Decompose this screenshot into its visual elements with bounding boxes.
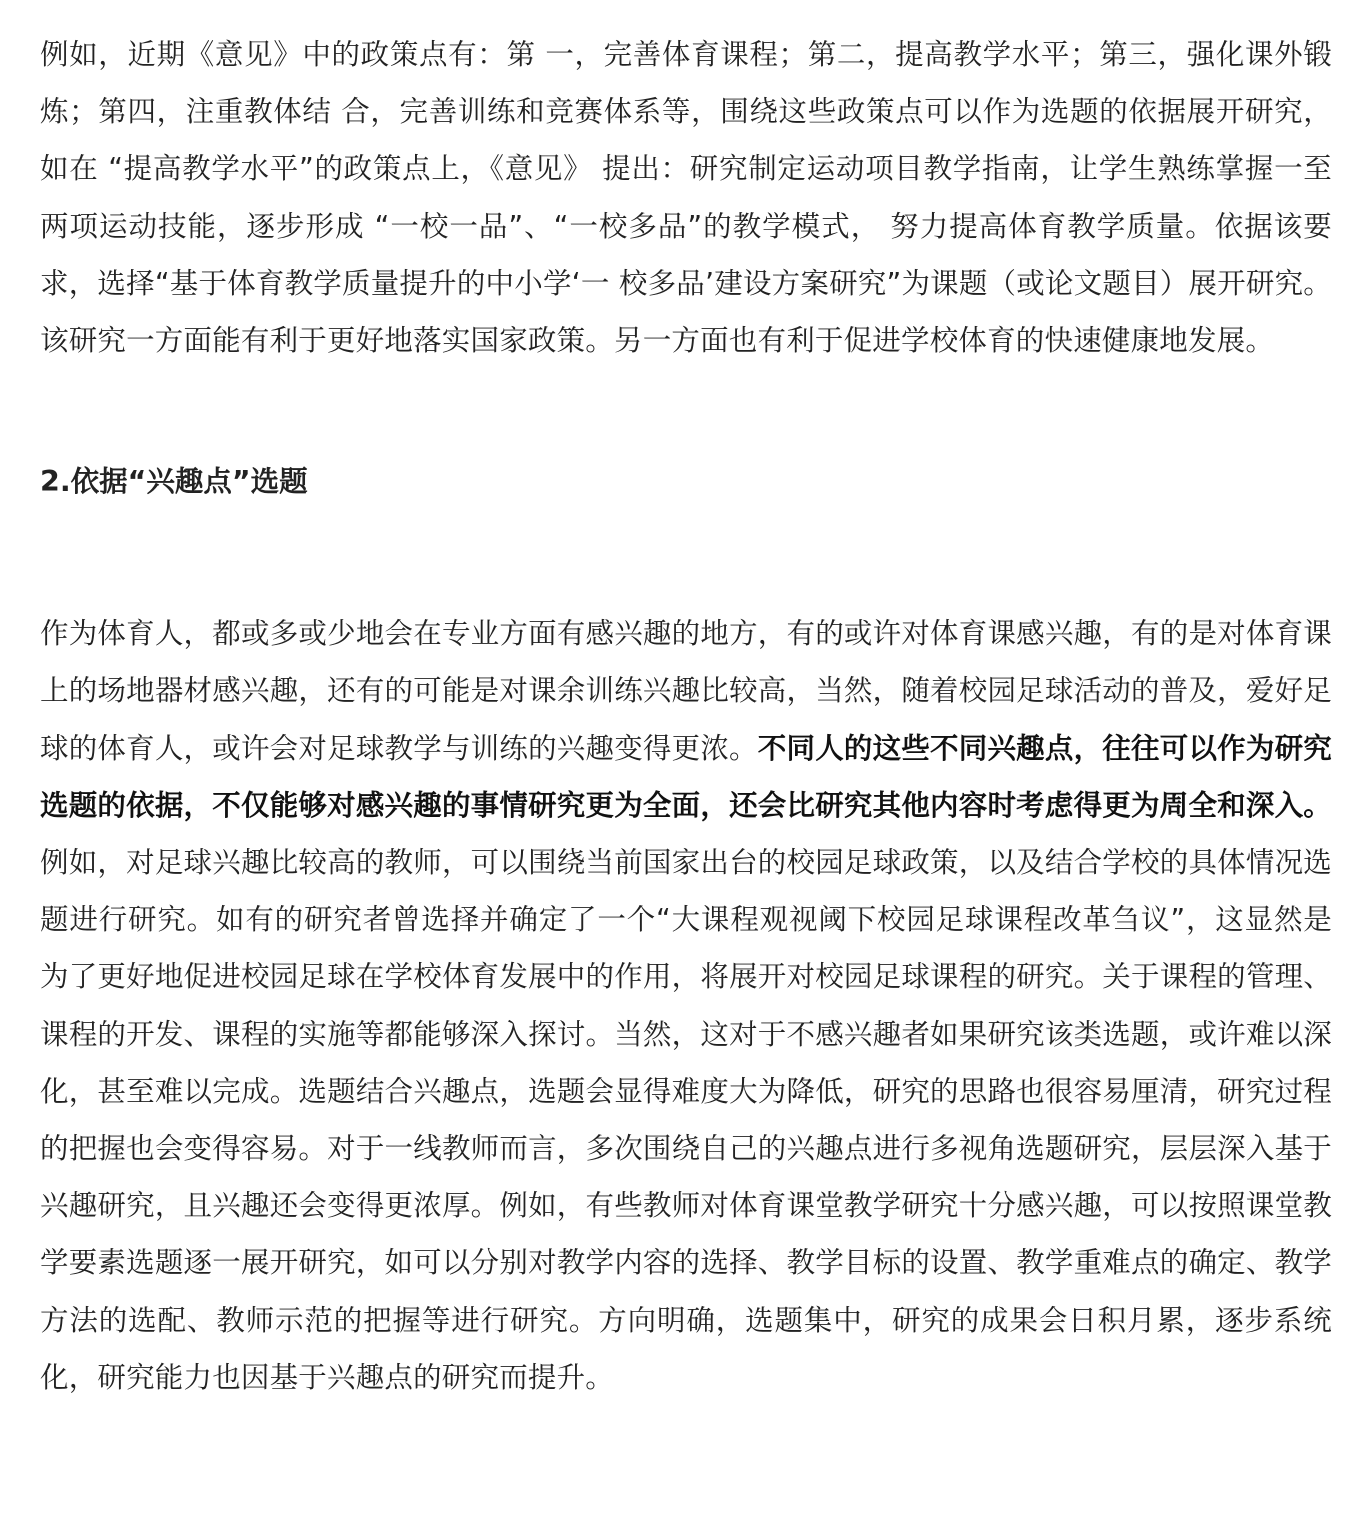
paragraph-interest-points [40, 605, 1332, 1406]
paragraph-text-intro: 作为体育人，都或多或少地会在专业方面有感兴趣的地方，有的或许对体育课感兴趣，有的是对体育课上的场地器材感兴趣，还有的可能是对课余训练兴趣比较高，当然，随着校园足球活动的普及，爱好足球的体育人，或许会对足球教学与训练的兴趣变得更浓。 [40, 617, 1332, 765]
section-heading-interest-points: 2.依据“兴趣点”选题 [40, 465, 308, 499]
paragraph-policy-points: 例如，近期《意见》中的政策点有：第 一，完善体育课程；第二，提高教学水平；第三，强化课外锻炼；第四，注重教体结 合，完善训练和竞赛体系等，围绕这些政策点可以作为选题的依据展开研究，如在 “提高教学水平”的政策点上，《意见》 提出：研究制定运动项目教学指南，让学生熟练掌握一至两项运动技能，逐步形成 “一校一品”、“一校多品”的教学模式， 努力提高体育教学质量。依据该要求，选择“基于体育教学质量提升的中小学‘一 校多品’建设方案研究”为课题（或论文题目）展开研究。该研究一方面能有利于更好地落实国家政策。另一方面也有利于促进学校体育的快速健康地发展。 [40, 38, 1332, 358]
paragraph-text-examples: 例如，对足球兴趣比较高的教师，可以围绕当前国家出台的校园足球政策，以及结合学校的具体情况选题进行研究。如有的研究者曾选择并确定了一个“大课程观视阈下校园足球课程改革刍议”，这显然是为了更好地促进校园足球在学校体育发展中的作用，将展开对校园足球课程的研究。关于课程的管理、课程的开发、课程的实施等都能够深入探讨。当然，这对于不感兴趣者如果研究该类选题，或许难以深化，甚至难以完成。选题结合兴趣点，选题会显得难度大为降低，研究的思路也很容易厘清，研究过程的把握也会变得容易。对于一线教师而言，多次围绕自己的兴趣点进行多视角选题研究，层层深入基于兴趣研究，且兴趣还会变得更浓厚。例如，有些教师对体育课堂教学研究十分感兴趣，可以按照课堂教学要素选题逐一展开研究，如可以分别对教学内容的选择、教学目标的设置、教学重难点的确定、教学方法的选配、教师示范的把握等进行研究。方向明确，选题集中，研究的成果会日积月累，逐步系统化，研究能力也因基于兴趣点的研究而提升。 [40, 846, 1332, 1394]
paragraph-bold-emphasis: 不同人的这些不同兴趣点，往往可以作为研究选题的依据，不仅能够对感兴趣的事情研究更为全面，还会比研究其他内容时考虑得更为周全和深入。 [40, 731, 1332, 822]
article-body [40, 26, 1332, 1406]
